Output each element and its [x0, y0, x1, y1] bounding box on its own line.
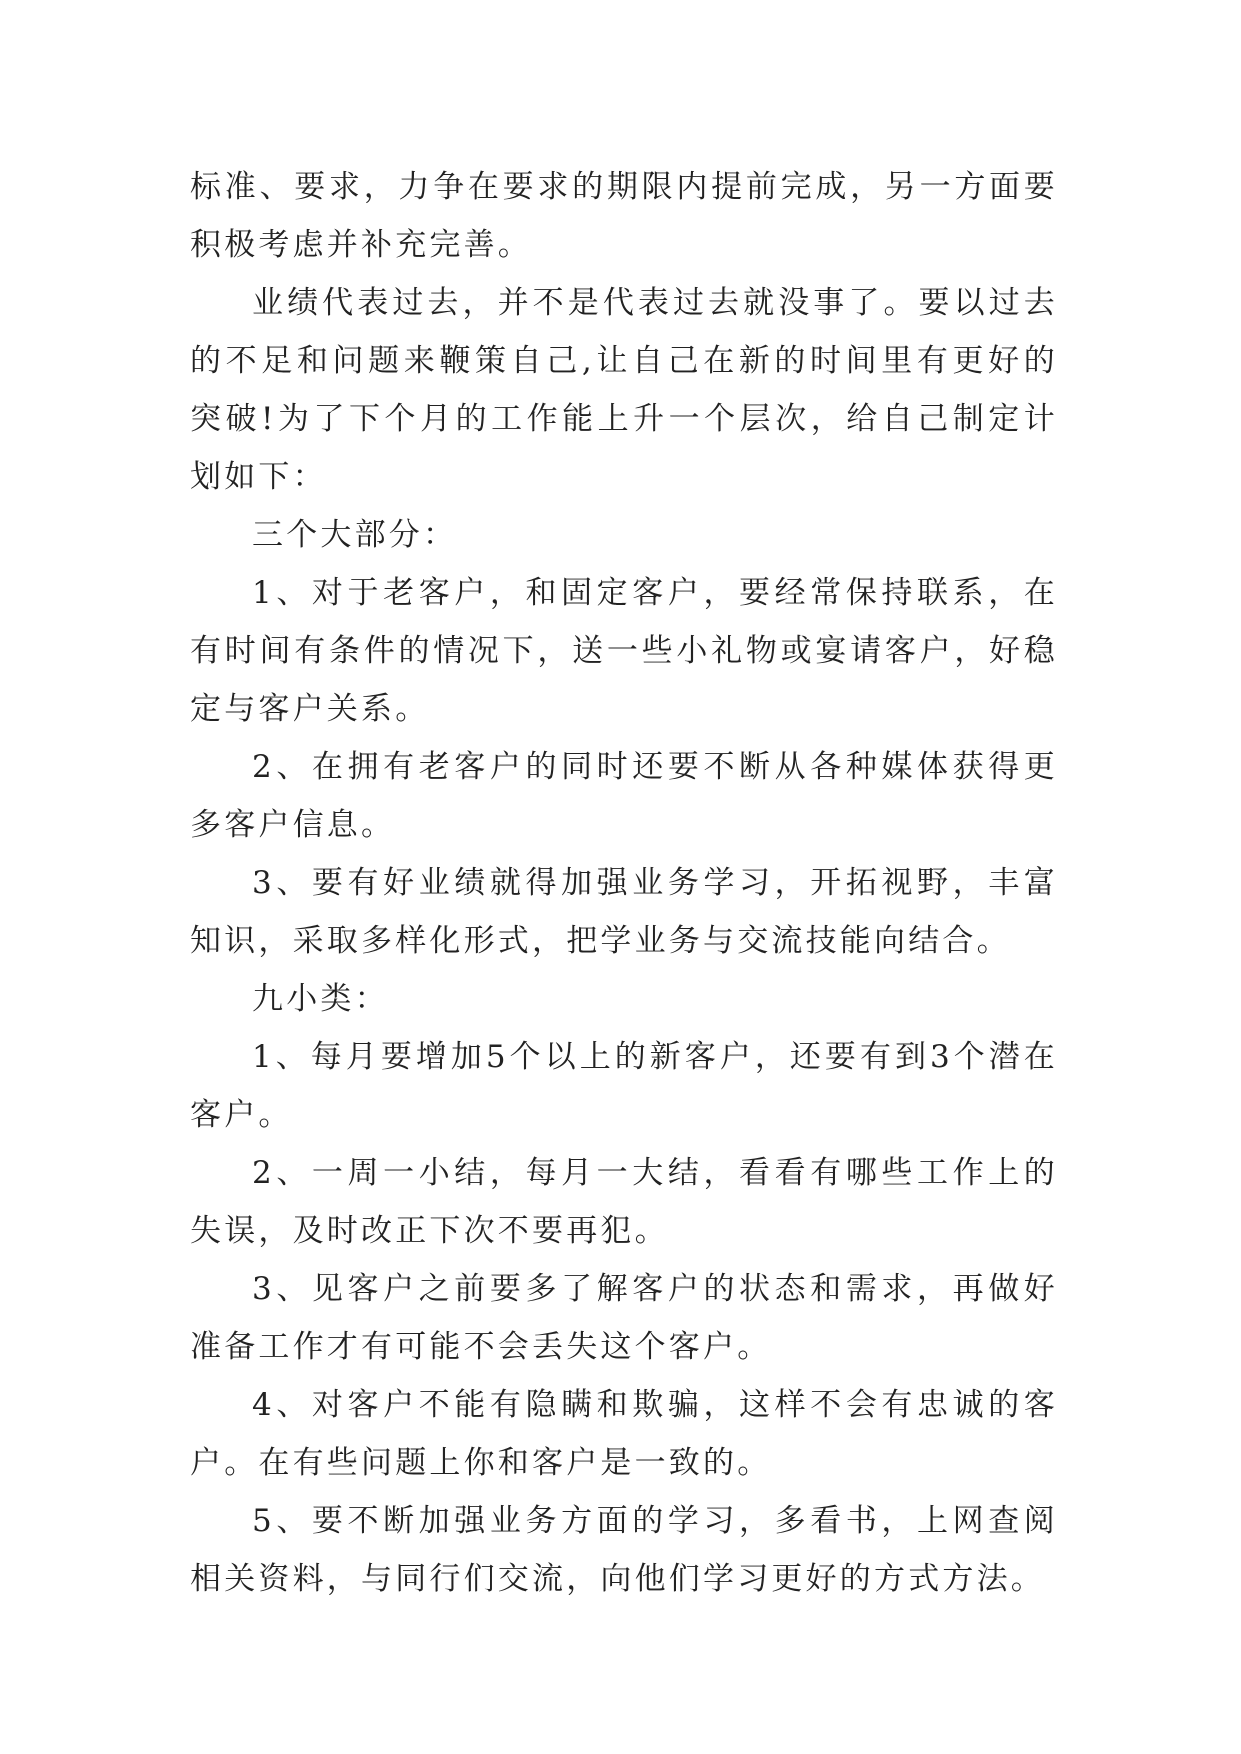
list-item-category-4: 4、对客户不能有隐瞒和欺骗，这样不会有忠诚的客户。在有些问题上你和客户是一致的。 — [190, 1387, 1058, 1481]
list-item-category-2: 2、一周一小结，每月一大结，看看有哪些工作上的失误，及时改正下次不要再犯。 — [190, 1155, 1058, 1249]
heading-nine-categories: 九小类： — [252, 981, 389, 1017]
list-item-part-3: 3、要有好业绩就得加强业务学习，开拓视野，丰富知识，采取多样化形式，把学业务与交流技能向结合。 — [190, 865, 1058, 959]
list-item-part-1: 1、对于老客户，和固定客户，要经常保持联系，在有时间有条件的情况下，送一些小礼物或宴请客户，好稳定与客户关系。 — [190, 575, 1058, 727]
list-item-category-1: 1、每月要增加5个以上的新客户，还要有到3个潜在客户。 — [190, 1039, 1058, 1133]
heading-three-parts: 三个大部分： — [252, 517, 458, 553]
paragraph-summary: 业绩代表过去，并不是代表过去就没事了。要以过去的不足和问题来鞭策自己,让自己在新的时间里有更好的突破!为了下个月的工作能上升一个层次，给自己制定计划如下： — [190, 285, 1058, 495]
list-item-category-5: 5、要不断加强业务方面的学习，多看书，上网查阅相关资料，与同行们交流，向他们学习更好的方式方法。 — [190, 1503, 1058, 1597]
paragraph-continuation: 标准、要求，力争在要求的期限内提前完成，另一方面要积极考虑并补充完善。 — [190, 169, 1058, 263]
document-body — [190, 158, 1058, 1608]
list-item-category-3: 3、见客户之前要多了解客户的状态和需求，再做好准备工作才有可能不会丢失这个客户。 — [190, 1271, 1058, 1365]
list-item-part-2: 2、在拥有老客户的同时还要不断从各种媒体获得更多客户信息。 — [190, 749, 1058, 843]
